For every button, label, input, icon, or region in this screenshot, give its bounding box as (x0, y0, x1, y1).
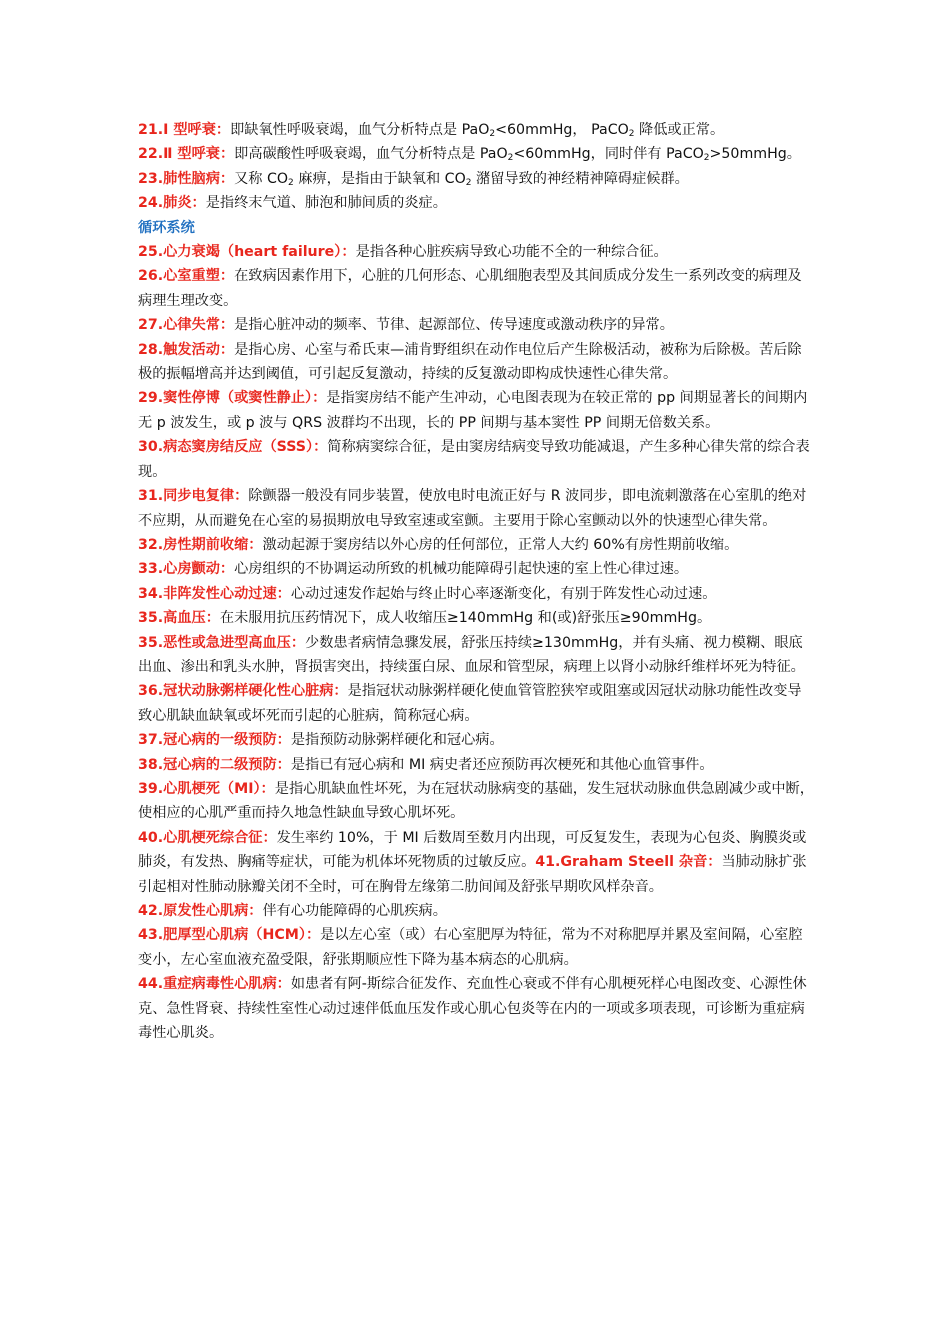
entry-28 (138, 338, 815, 387)
entry-text: 即缺氧性呼吸衰竭，血气分析特点是 PaO (230, 122, 490, 138)
entry-text: 心动过速发作起始与终止时心率逐渐变化，有别于阵发性心动过速。 (290, 585, 717, 602)
entry-31 (138, 484, 815, 533)
entry-text: 激动起源于窦房结以外心房的任何部位，正常人大约 60%有房性期前收缩。 (262, 536, 739, 553)
entry-term: 21.Ⅰ 型呼衰： (138, 122, 231, 138)
entry-text: <60mmHg， PaCO (495, 122, 629, 138)
entry-text: >50mmHg。 (709, 146, 801, 163)
entry-text: 即高碳酸性呼吸衰竭，血气分析特点是 PaO (234, 146, 508, 163)
entry-text: 是指预防动脉粥样硬化和冠心病。 (290, 732, 504, 749)
subscript: 2 (489, 129, 496, 139)
entry-term: 40.心肌梗死综合征： (138, 829, 277, 846)
subscript: 2 (507, 153, 514, 164)
entry-34 (138, 582, 815, 606)
entry-term: 41.Graham Steell 杂音： (535, 854, 722, 871)
entry-text: 麻痹，是指由于缺氧和 CO (293, 170, 466, 187)
entry-text: 在致病因素作用下，心脏的几何形态、心肌细胞表型及其间质成分发生一系列改变的病理及病理生理改变。 (138, 268, 802, 309)
entry-23 (138, 167, 815, 191)
entry-term: 43.肥厚型心肌病（HCM）： (138, 927, 321, 944)
entry-35b (138, 631, 815, 680)
entry-text: 伴有心功能障碍的心肌疾病。 (262, 903, 447, 919)
entry-text: 是指窦房结不能产生冲动，心电图表现为在较正常的 pp 间期显著长的间期内无 p 波发生，或 p 波与 QRS 波群均不出现，长的 PP 间期与基本窦性 PP 间期无倍数关系。 (138, 390, 808, 431)
subscript: 2 (288, 177, 294, 188)
entry-term: 35.恶性或急进型高血压： (138, 634, 306, 651)
entry-text: 是指冠状动脉粥样硬化使血管管腔狭窄或阻塞或因冠状动脉功能性改变导致心肌缺血缺氧或坏死而引起的心脏病，简称冠心病。 (138, 683, 802, 724)
subscript: 2 (628, 129, 635, 139)
entry-text: 发生率约 10%，于 MI 后数周至数月内出现，可反复发生，表现为心包炎、胸膜炎或肺炎，有发热、胸痛等症状，可能为机体坏死物质的过敏反应。 (138, 829, 807, 871)
entry-21 (138, 118, 815, 142)
entry-32 (138, 533, 815, 557)
entry-text: 除颤器一般没有同步装置，使放电时电流正好与 R 波同步，即电流刺激落在心室肌的绝对不应期，从而避免在心室的易损期放电导致室速或室颤。主要用于除心室颤动以外的快速型心律失常。 (138, 488, 807, 529)
entry-29 (138, 386, 815, 435)
entry-text: 是指各种心脏疾病导致心功能不全的一种综合征。 (355, 244, 668, 261)
entry-text: 在未服用抗压药情况下，成人收缩压≥140mmHg 和(或)舒张压≥90mmHg。 (219, 610, 712, 627)
entry-term: 22.Ⅱ 型呼衰： (138, 146, 235, 163)
entry-text: 简称病窦综合征，是由窦房结病变导致功能减退，产生多种心律失常的综合表现。 (138, 439, 810, 480)
subscript: 2 (465, 177, 472, 188)
entry-term: 25.心力衰竭（heart failure）： (138, 244, 356, 261)
entry-44 (138, 972, 815, 1045)
entry-43 (138, 923, 815, 972)
entry-text: 是指心房、心室与希氏束—浦肯野组织在动作电位后产生除极活动，被称为后除极。苦后除极的振幅增高并达到阈值，可引起反复激动，持续的反复激动即构成快速性心律失常。 (138, 341, 802, 383)
entry-text: 少数患者病情急骤发展，舒张压持续≥130mmHg，并有头痛、视力模糊、眼底出血、渗出和乳头水肿，肾损害突出，持续蛋白尿、血尿和管型尿，病理上以肾小动脉纤维样坏死为特征。 (138, 634, 805, 675)
entry-term: 29.窦性停博（或窦性静止）： (138, 390, 327, 407)
entry-text: 是指终末气道、肺泡和肺间质的炎症。 (205, 195, 447, 212)
entry-term: 44.重症病毒性心肌病： (138, 976, 291, 993)
entry-text: 是指心肌缺血性坏死，为在冠状动脉病变的基础，发生冠状动脉血供急剧减少或中断，使相应的心肌严重而持久地急性缺血导致心肌坏死。 (138, 780, 814, 822)
entry-25 (138, 240, 815, 264)
entry-term: 28.触发活动： (138, 341, 235, 358)
entry-27 (138, 313, 815, 337)
entry-term: 24.肺炎： (138, 195, 206, 212)
entry-term: 32.房性期前收缩： (138, 536, 263, 553)
entry-33 (138, 557, 815, 581)
entry-30 (138, 435, 815, 484)
entry-term: 38.冠心病的二级预防： (138, 756, 291, 773)
entry-38 (138, 753, 815, 777)
entry-term: 26.心室重塑： (138, 268, 235, 285)
entry-term: 42.原发性心肌病： (138, 903, 263, 919)
entry-term: 35.高血压： (138, 610, 220, 627)
entry-39 (138, 777, 815, 826)
entry-text: 当肺动脉扩张引起相对性肺动脉瓣关闭不全时，可在胸骨左缘第二肋间闻及舒张早期吹风样杂音。 (138, 854, 807, 895)
entry-term: 23.肺性脑病： (138, 170, 235, 187)
entry-term: 33.心房颤动： (138, 561, 235, 578)
entry-text: 潴留导致的神经精神障碍症候群。 (471, 170, 689, 187)
section-heading: 循环系统 (138, 219, 195, 236)
entry-text: 心房组织的不协调运动所致的机械功能障碍引起快速的室上性心律过速。 (234, 561, 689, 578)
entry-text: <60mmHg，同时伴有 PaCO (513, 146, 704, 163)
entry-term: 30.病态窦房结反应（SSS）： (138, 439, 328, 456)
entry-text: 又称 CO (234, 170, 289, 187)
entry-40-41 (138, 826, 815, 899)
entry-37 (138, 728, 815, 752)
entry-text: 降低或正常。 (634, 122, 725, 138)
entry-term: 31.同步电复律： (138, 488, 249, 505)
entry-text: 是指已有冠心病和 MI 病史者还应预防再次梗死和其他心血管事件。 (290, 756, 714, 773)
entry-text: 是以左心室（或）右心室肥厚为特征，常为不对称肥厚并累及室间隔，心室腔变小，左心室血液充盈受限，舒张期顺应性下降为基本病态的心肌病。 (138, 927, 803, 968)
entry-term: 27.心律失常： (138, 317, 235, 334)
entry-35 (138, 606, 815, 630)
entry-term: 39.心肌梗死（MI）： (138, 780, 275, 797)
entry-24 (138, 191, 815, 215)
entry-text: 如患者有阿-斯综合征发作、充血性心衰或不伴有心肌梗死样心电图改变、心源性休克、急性肾衰、持续性室性心动过速伴低血压发作或心肌心包炎等在内的一项或多项表现，可诊断为重症病毒性心肌炎。 (138, 976, 807, 1042)
entry-term: 36.冠状动脉粥样硬化性心脏病： (138, 683, 348, 700)
entry-26 (138, 264, 815, 313)
entry-term: 37.冠心病的一级预防： (138, 732, 291, 749)
entry-text: 是指心脏冲动的频率、节律、起源部位、传导速度或激动秩序的异常。 (234, 317, 674, 334)
subscript: 2 (703, 153, 710, 164)
entry-36 (138, 679, 815, 728)
entry-42 (138, 899, 815, 923)
entry-22 (138, 142, 815, 166)
entry-term: 34.非阵发性心动过速： (138, 585, 291, 602)
